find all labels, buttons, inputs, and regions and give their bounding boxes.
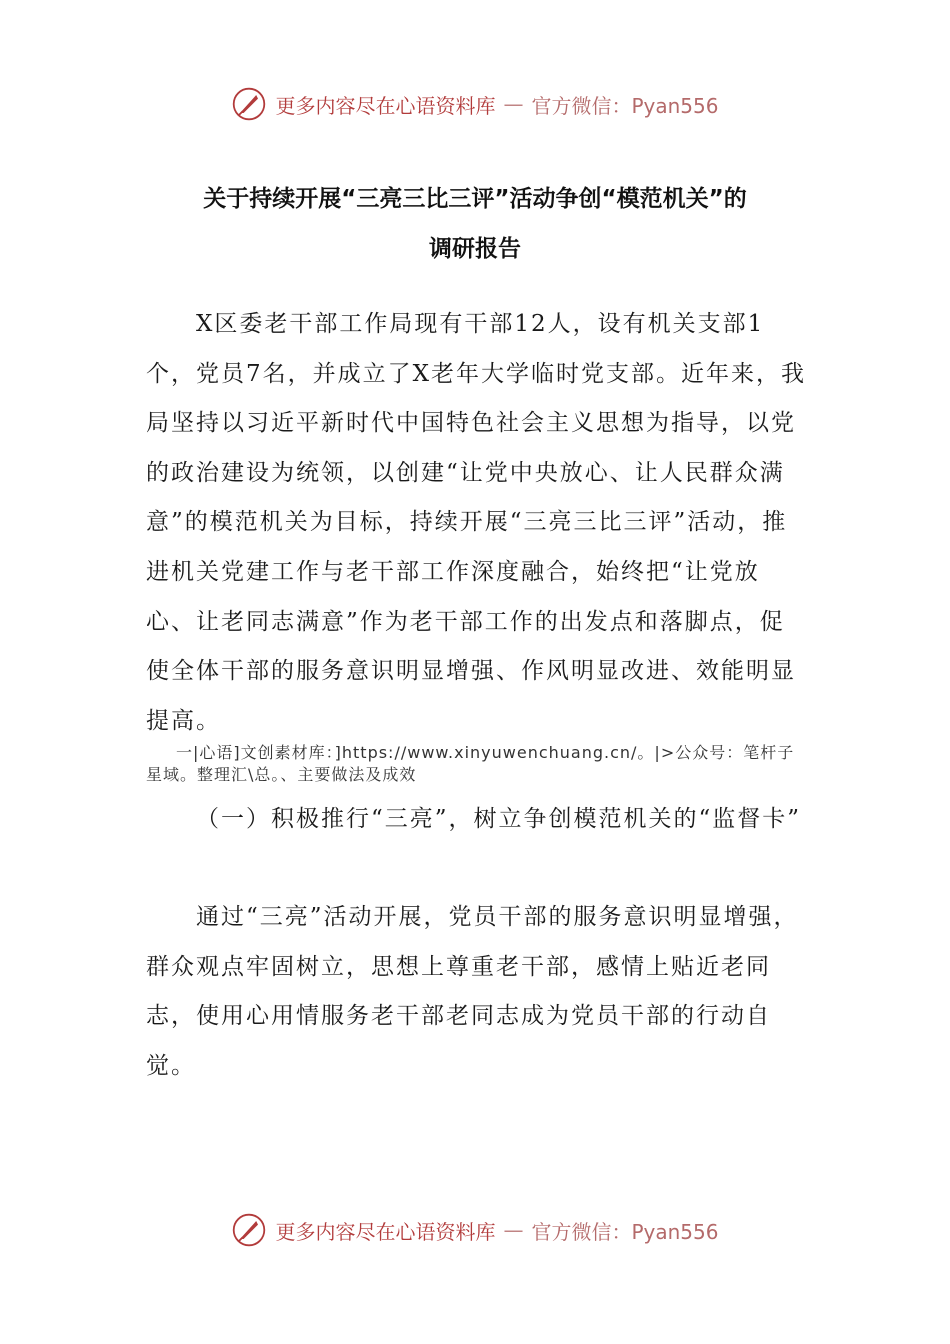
banner-wechat-text: 官方微信：Pyan556: [531, 93, 719, 118]
document-title-line2: 调研报告: [429, 236, 521, 262]
quill-logo-icon: [231, 1212, 267, 1248]
source-note: 一|心语]文创素材库：]https://www.xinyuwenchuang.cn/。|>公众号：笔杆子星域。整理汇\总。、主要做法及成效: [146, 743, 795, 784]
header-banner: [0, 86, 950, 122]
footer-banner: [0, 1212, 950, 1248]
document-title-line1: 关于持续开展“三亮三比三评”活动争创“模范机关”的: [203, 186, 747, 212]
paragraph-section-1: 通过“三亮”活动开展，党员干部的服务意识明显增强，群众观点牢固树立，思想上尊重老干部，感情上贴近老同志，使用心用情服务老干部老同志成为党员干部的行动自觉。: [146, 904, 799, 1079]
paragraph-intro: X区委老干部工作局现有干部12人，设有机关支部1个，党员7名，并成立了X老年大学临时党支部。近年来，我局坚持以习近平新时代中国特色社会主义思想为指导，以党的政治建设为统领，以创建“让党中央放心、让人民群众满意”的模范机关为目标，持续开展“三亮三比三评”活动，推进机关党建工作与老干部工作深度融合，始终把“让党放心、让老同志满意”作为老干部工作的出发点和落脚点，促使全体干部的服务意识明显增强、作风明显改进、效能明显提高。: [146, 311, 807, 734]
banner-wechat-text: 官方微信：Pyan556: [531, 1219, 719, 1244]
banner-separator: —: [503, 92, 524, 116]
section-heading-1: （一）积极推行“三亮”，树立争创模范机关的“监督卡”: [196, 806, 802, 832]
quill-logo-icon: [231, 86, 267, 122]
banner-brand-text: 更多内容尽在心语资料库: [275, 93, 496, 118]
banner-brand-text: 更多内容尽在心语资料库: [275, 1219, 496, 1244]
banner-separator: —: [503, 1218, 524, 1242]
